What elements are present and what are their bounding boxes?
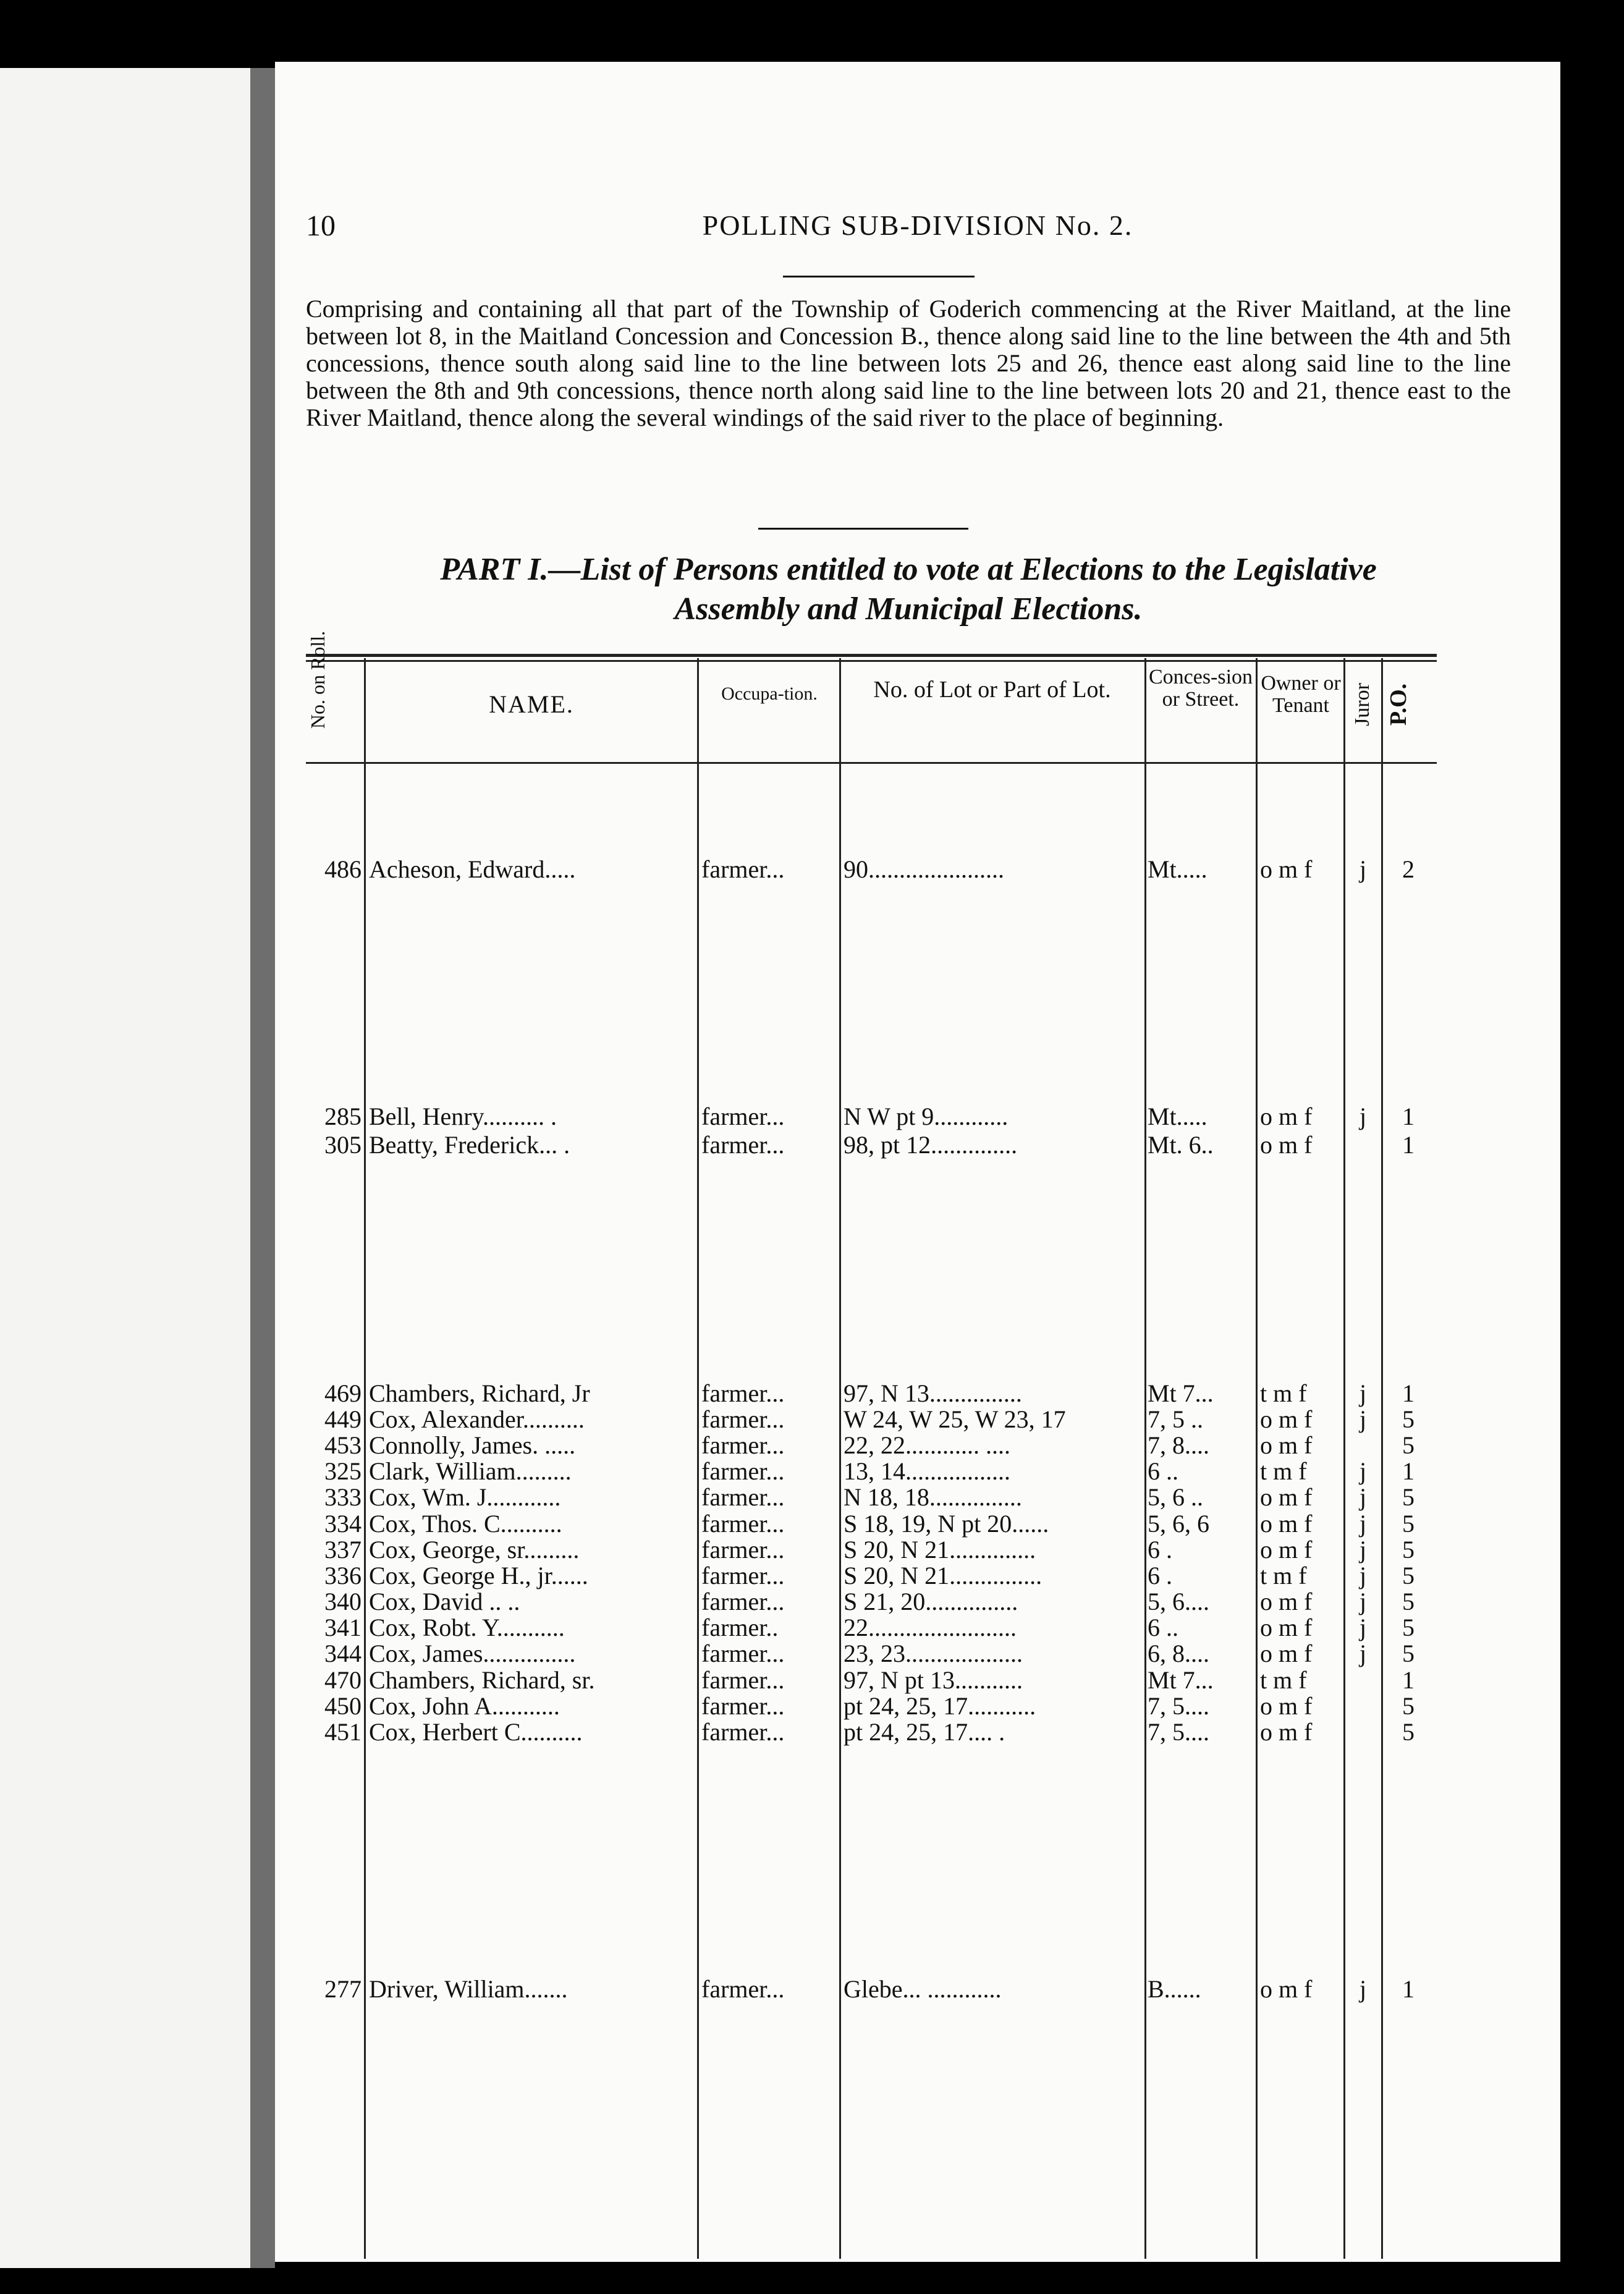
divider: [783, 276, 975, 277]
cell-own: o m f: [1260, 1406, 1313, 1433]
header-lot: No. of Lot or Part of Lot.: [873, 677, 1111, 703]
header-owner-tenant: Owner or Tenant: [1261, 672, 1341, 717]
cell-name: Bell, Henry.......... .: [369, 1103, 557, 1130]
header-roll: No. on Roll.: [307, 630, 329, 729]
cell-own: o m f: [1260, 1484, 1313, 1511]
cell-occ: farmer...: [701, 1380, 785, 1407]
cell-po: 5: [1402, 1588, 1415, 1615]
cell-name: Cox, George, sr.........: [369, 1536, 580, 1564]
cell-own: o m f: [1260, 1132, 1313, 1159]
cell-name: Cox, Herbert C..........: [369, 1719, 583, 1746]
cell-own: t m f: [1260, 1667, 1307, 1694]
cell-roll: 486: [324, 856, 362, 883]
cell-con: 6 ..: [1148, 1458, 1178, 1485]
cell-juror: j: [1359, 1562, 1367, 1589]
header-po: P.O.: [1385, 683, 1411, 726]
cell-name: Cox, Alexander..........: [369, 1406, 585, 1433]
cell-roll: 453: [324, 1432, 362, 1459]
cell-roll: 334: [324, 1510, 362, 1538]
cell-roll: 277: [324, 1976, 362, 2003]
cell-roll: 305: [324, 1132, 362, 1159]
cell-lot: N 18, 18...............: [844, 1484, 1022, 1511]
cell-name: Chambers, Richard, sr.: [369, 1667, 595, 1694]
cell-po: 5: [1402, 1640, 1415, 1667]
cell-own: o m f: [1260, 1640, 1313, 1667]
table-top-rule: [306, 660, 1437, 662]
cell-lot: S 18, 19, N pt 20......: [844, 1510, 1049, 1538]
cell-occ: farmer...: [701, 1132, 785, 1159]
cell-own: t m f: [1260, 1562, 1307, 1589]
cell-con: 5, 6....: [1148, 1588, 1209, 1615]
cell-juror: j: [1359, 856, 1367, 883]
cell-juror: j: [1359, 1640, 1367, 1667]
cell-roll: 469: [324, 1380, 362, 1407]
book-spine: [250, 68, 275, 2268]
subdivision-description: Comprising and containing all that part of the Township of Goderich commencing at the River Maitland, at the line between lot 8, in the Maitland Concession and Concession B., thence along said line to the line between the 4th and 5th concessions, thence south along said line to the line between lots 25 and 26, thence east along said line to the line between the 8th and 9th concessions, thence north along said line to the line between lots 20 and 21, thence east to the River Maitland, thence along the several windings of the said river to the place of beginning.: [306, 295, 1511, 431]
cell-po: 1: [1402, 1667, 1415, 1694]
cell-occ: farmer...: [701, 856, 785, 883]
cell-name: Cox, George H., jr......: [369, 1562, 588, 1589]
cell-con: Mt.....: [1148, 856, 1207, 883]
cell-po: 5: [1402, 1562, 1415, 1589]
cell-own: o m f: [1260, 1614, 1313, 1641]
cell-con: 7, 8....: [1148, 1432, 1209, 1459]
cell-own: o m f: [1260, 1103, 1313, 1130]
cell-po: 5: [1402, 1432, 1415, 1459]
cell-con: 5, 6 ..: [1148, 1484, 1203, 1511]
cell-roll: 450: [324, 1693, 362, 1720]
cell-lot: 98, pt 12..............: [844, 1132, 1018, 1159]
cell-po: 1: [1402, 1458, 1415, 1485]
cell-po: 5: [1402, 1693, 1415, 1720]
cell-po: 5: [1402, 1406, 1415, 1433]
cell-con: B......: [1148, 1976, 1201, 2003]
cell-po: 1: [1402, 1976, 1415, 2003]
cell-con: Mt 7...: [1148, 1380, 1214, 1407]
part-title-line-2: Assembly and Municipal Elections.: [674, 591, 1143, 627]
cell-own: o m f: [1260, 1536, 1313, 1564]
cell-roll: 470: [324, 1667, 362, 1694]
cell-po: 5: [1402, 1484, 1415, 1511]
cell-con: 5, 6, 6: [1148, 1510, 1209, 1538]
cell-roll: 449: [324, 1406, 362, 1433]
cell-juror: j: [1359, 1484, 1367, 1511]
cell-con: Mt. 6..: [1148, 1132, 1214, 1159]
cell-juror: j: [1359, 1614, 1367, 1641]
cell-roll: 340: [324, 1588, 362, 1615]
cell-con: 6 ..: [1148, 1614, 1178, 1641]
cell-roll: 344: [324, 1640, 362, 1667]
running-head: POLLING SUB-DIVISION No. 2.: [702, 210, 1133, 241]
cell-lot: S 20, N 21..............: [844, 1536, 1036, 1564]
cell-con: 7, 5 ..: [1148, 1406, 1203, 1433]
cell-con: 7, 5....: [1148, 1693, 1209, 1720]
cell-occ: farmer...: [701, 1719, 785, 1746]
cell-po: 1: [1402, 1380, 1415, 1407]
cell-lot: N W pt 9............: [844, 1103, 1009, 1130]
cell-po: 5: [1402, 1719, 1415, 1746]
cell-occ: farmer..: [701, 1614, 779, 1641]
header-bottom-rule: [306, 762, 1437, 764]
cell-roll: 325: [324, 1458, 362, 1485]
cell-occ: farmer...: [701, 1976, 785, 2003]
cell-roll: 341: [324, 1614, 362, 1641]
cell-juror: j: [1359, 1458, 1367, 1485]
cell-po: 2: [1402, 856, 1415, 883]
cell-occ: farmer...: [701, 1536, 785, 1564]
cell-roll: 337: [324, 1536, 362, 1564]
cell-con: 6 .: [1148, 1562, 1172, 1589]
header-concession: Conces-sion or Street.: [1148, 666, 1253, 711]
cell-occ: farmer...: [701, 1667, 785, 1694]
cell-lot: 22, 22............ ....: [844, 1432, 1010, 1459]
cell-occ: farmer...: [701, 1484, 785, 1511]
cell-own: o m f: [1260, 1432, 1313, 1459]
cell-name: Clark, William.........: [369, 1458, 572, 1485]
cell-juror: j: [1359, 1406, 1367, 1433]
cell-lot: 13, 14.................: [844, 1458, 1010, 1485]
header-name: NAME.: [489, 690, 574, 718]
header-juror: Juror: [1351, 683, 1374, 726]
cell-own: t m f: [1260, 1380, 1307, 1407]
cell-own: o m f: [1260, 1588, 1313, 1615]
cell-occ: farmer...: [701, 1406, 785, 1433]
cell-lot: S 20, N 21...............: [844, 1562, 1042, 1589]
cell-name: Acheson, Edward.....: [369, 856, 576, 883]
page-number: 10: [306, 210, 336, 242]
cell-own: o m f: [1260, 1976, 1313, 2003]
cell-name: Driver, William.......: [369, 1976, 568, 2003]
cell-name: Connolly, James. .....: [369, 1432, 576, 1459]
part-title-line-1: PART I.—List of Persons entitled to vote at Elections to the Legislative: [440, 552, 1377, 587]
cell-po: 1: [1402, 1103, 1415, 1130]
cell-con: 6, 8....: [1148, 1640, 1209, 1667]
cell-own: o m f: [1260, 856, 1313, 883]
cell-po: 5: [1402, 1614, 1415, 1641]
cell-lot: 97, N 13...............: [844, 1380, 1022, 1407]
cell-name: Chambers, Richard, Jr: [369, 1380, 590, 1407]
cell-name: Cox, John A...........: [369, 1693, 560, 1720]
cell-lot: 90......................: [844, 856, 1004, 883]
cell-con: 7, 5....: [1148, 1719, 1209, 1746]
cell-roll: 451: [324, 1719, 362, 1746]
cell-own: t m f: [1260, 1458, 1307, 1485]
cell-con: Mt 7...: [1148, 1667, 1214, 1694]
document-page: [275, 62, 1560, 2262]
cell-po: 1: [1402, 1132, 1415, 1159]
cell-name: Cox, James...............: [369, 1640, 576, 1667]
cell-lot: 97, N pt 13...........: [844, 1667, 1023, 1694]
cell-lot: W 24, W 25, W 23, 17: [844, 1406, 1066, 1433]
cell-own: o m f: [1260, 1510, 1313, 1538]
cell-occ: farmer...: [701, 1103, 785, 1130]
cell-juror: j: [1359, 1510, 1367, 1538]
cell-juror: j: [1359, 1976, 1367, 2003]
cell-po: 5: [1402, 1510, 1415, 1538]
cell-lot: S 21, 20...............: [844, 1588, 1018, 1615]
cell-occ: farmer...: [701, 1562, 785, 1589]
cell-occ: farmer...: [701, 1693, 785, 1720]
cell-occ: farmer...: [701, 1510, 785, 1538]
cell-roll: 333: [324, 1484, 362, 1511]
cell-name: Cox, Thos. C..........: [369, 1510, 562, 1538]
cell-lot: pt 24, 25, 17.... .: [844, 1719, 1005, 1746]
cell-name: Cox, Robt. Y...........: [369, 1614, 565, 1641]
cell-po: 5: [1402, 1536, 1415, 1564]
cell-own: o m f: [1260, 1693, 1313, 1720]
cell-lot: 22........................: [844, 1614, 1017, 1641]
divider: [758, 528, 968, 530]
cell-juror: j: [1359, 1588, 1367, 1615]
cell-occ: farmer...: [701, 1458, 785, 1485]
cell-juror: j: [1359, 1103, 1367, 1130]
cell-name: Beatty, Frederick... .: [369, 1132, 570, 1159]
cell-roll: 336: [324, 1562, 362, 1589]
cell-lot: 23, 23...................: [844, 1640, 1023, 1667]
table-top-rule: [306, 654, 1437, 657]
header-occupation: Occupa-tion.: [721, 684, 818, 704]
cell-occ: farmer...: [701, 1432, 785, 1459]
part-title: [306, 550, 1511, 629]
cell-name: Cox, Wm. J............: [369, 1484, 561, 1511]
cell-con: Mt.....: [1148, 1103, 1207, 1130]
cell-occ: farmer...: [701, 1640, 785, 1667]
left-page-edge: [0, 68, 266, 2268]
cell-lot: pt 24, 25, 17...........: [844, 1693, 1036, 1720]
cell-lot: Glebe... ............: [844, 1976, 1002, 2003]
cell-name: Cox, David .. ..: [369, 1588, 520, 1615]
cell-own: o m f: [1260, 1719, 1313, 1746]
cell-juror: j: [1359, 1536, 1367, 1564]
cell-con: 6 .: [1148, 1536, 1172, 1564]
cell-occ: farmer...: [701, 1588, 785, 1615]
cell-juror: j: [1359, 1380, 1367, 1407]
cell-roll: 285: [324, 1103, 362, 1130]
